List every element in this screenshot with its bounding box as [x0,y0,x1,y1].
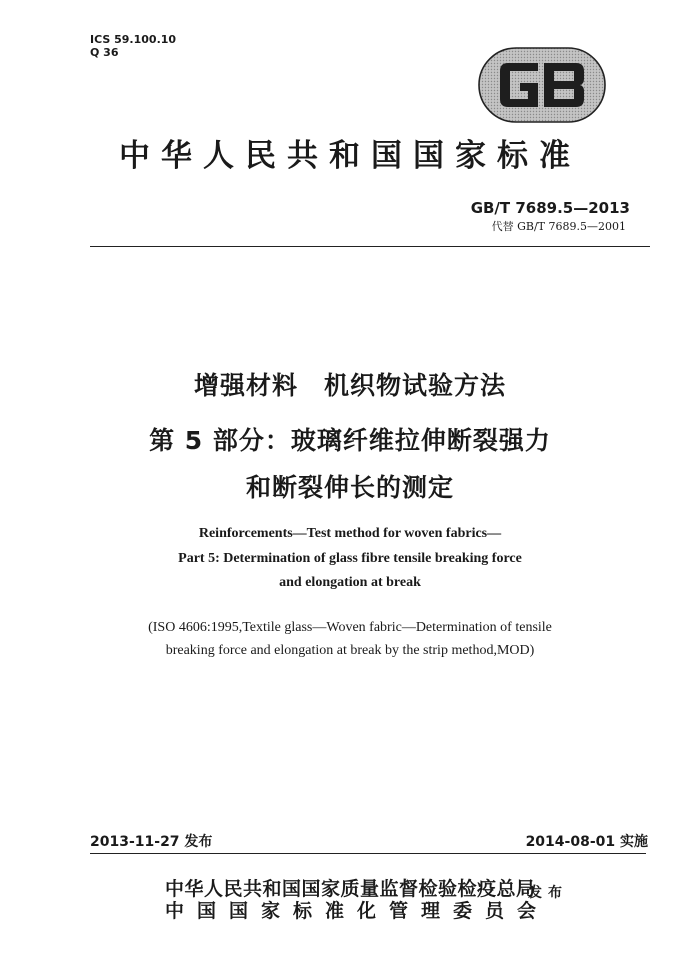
ics-code: ICS 59.100.10 [90,33,177,46]
title-cn-line-1: 增强材料 机织物试验方法 [193,371,506,400]
header-divider [90,246,650,247]
issued-by-label: 发布 [528,885,568,901]
gb-logo [478,47,606,123]
ccs-code: Q 36 [90,46,119,59]
title-en-line-2: Part 5: Determination of glass fibre tensile breaking force [178,551,522,566]
title-en-line-3: and elongation at break [279,575,421,590]
issue-date: 2013-11-27 发布 [90,834,213,850]
title-cn-line-2: 第 5 部分：玻璃纤维拉伸断裂强力 [149,426,551,455]
title-en-line-1: Reinforcements—Test method for woven fabrics— [198,526,502,541]
issuer-aqsiq: 中华人民共和国国家质量监督检验检疫总局 [165,878,536,900]
title-cn-line-3: 和断裂伸长的测定 [245,473,454,502]
classification-codes [90,33,176,59]
replaces-standard: 代替 GB/T 7689.5—2001 [491,220,626,233]
footer-divider [90,853,646,854]
standard-number: GB/T 7689.5—2013 [470,199,630,217]
implementation-date: 2014-08-01 实施 [525,834,648,850]
national-standard-title: 中华人民共和国国家标准 [119,138,581,174]
iso-reference-line-2: breaking force and elongation at break by the strip method,MOD) [165,643,535,658]
iso-reference-line-1: (ISO 4606:1995,Textile glass—Woven fabric—Determination of tensile [148,620,552,635]
issuer-sac: 中国国家标准化管理委员会 [165,900,550,922]
